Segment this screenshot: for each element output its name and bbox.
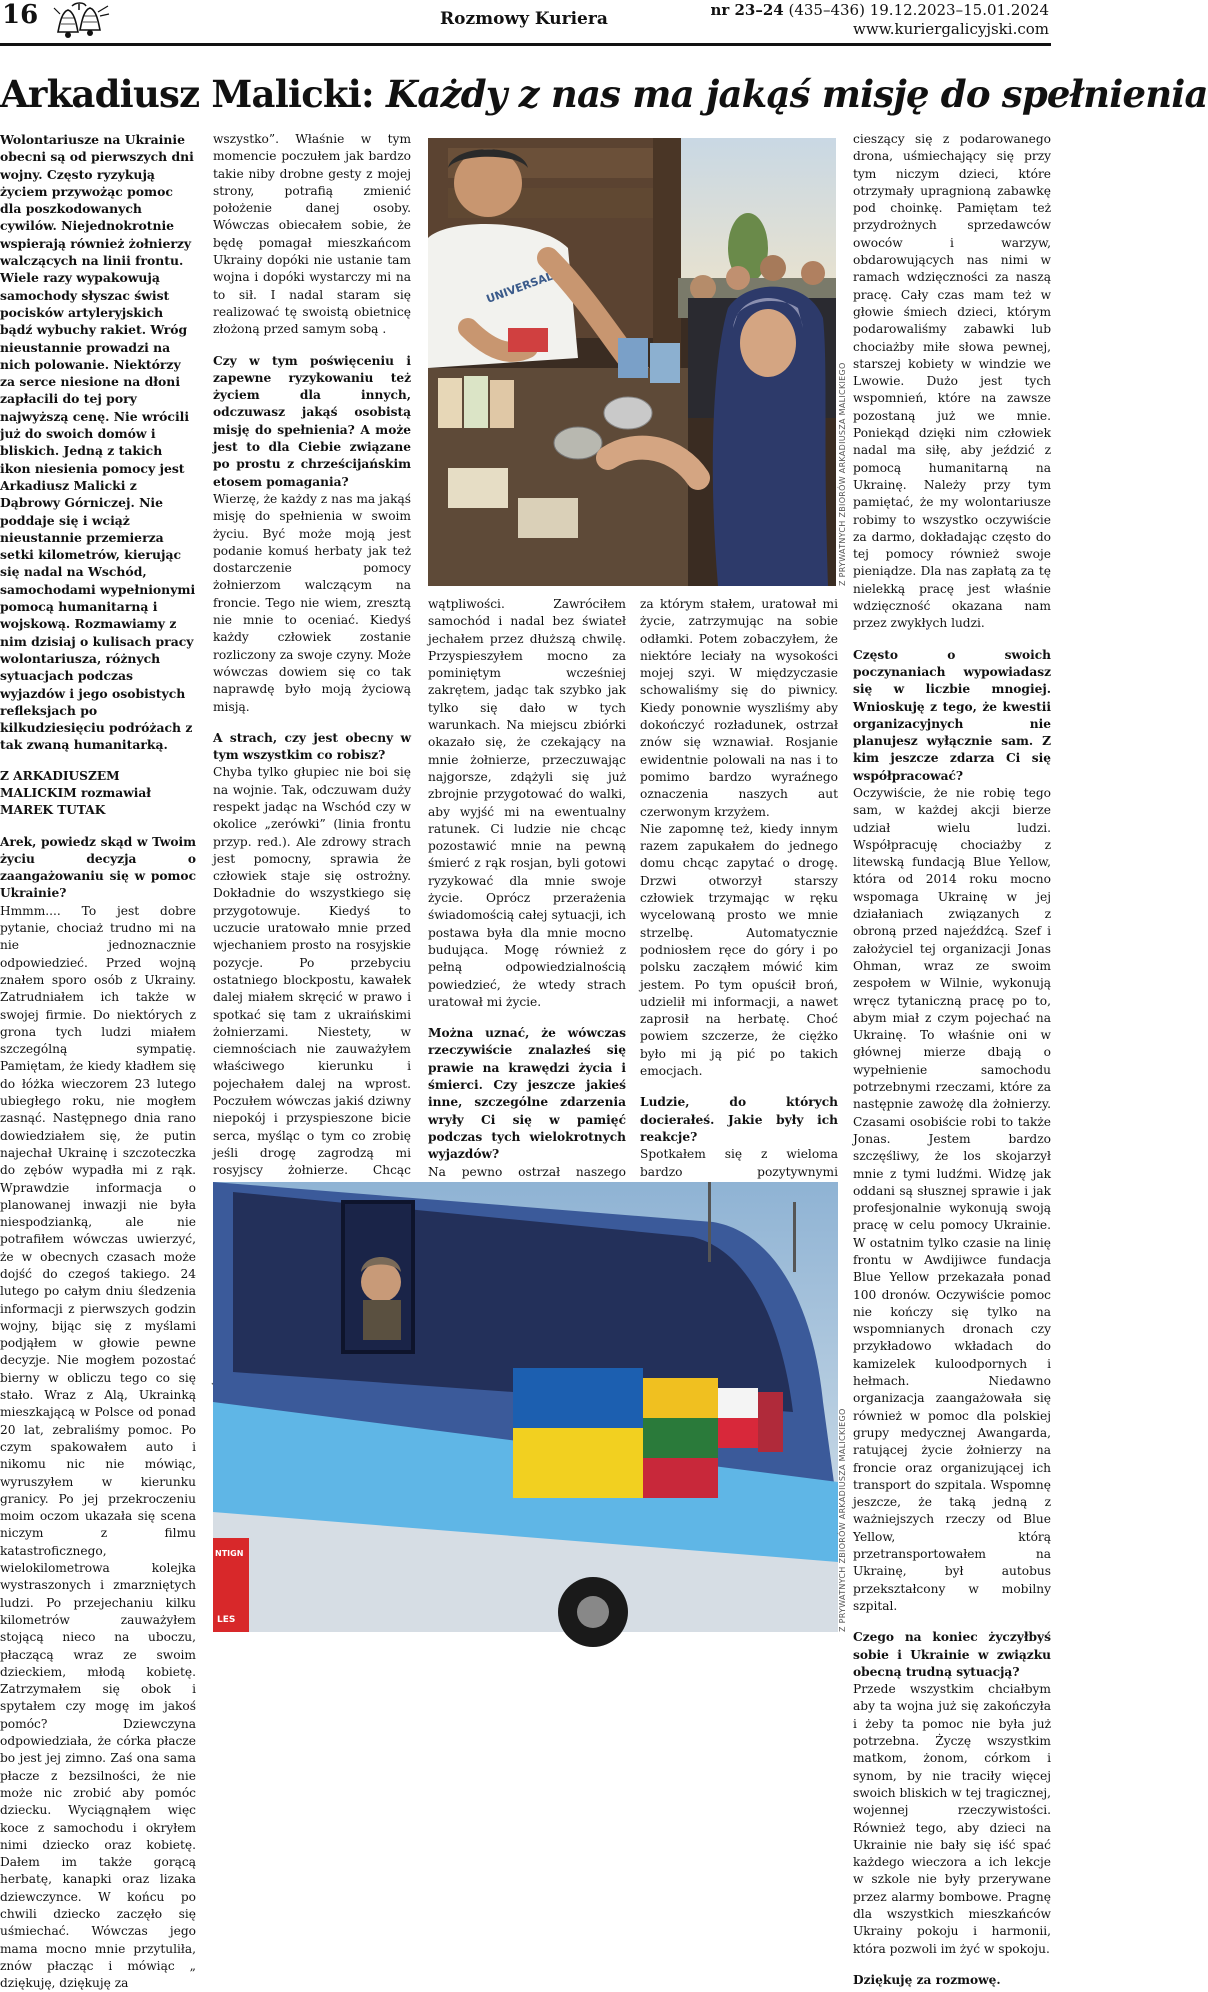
article-column-3 [428,596,626,1182]
headline-quote: Każdy z nas ma jakąś misję do spełnienia [373,72,1208,116]
article-column-1 [0,131,196,1991]
closing-thanks: Dziękuję za rozmowę. [853,1972,1001,1987]
photo-mobile-hospital-bus [213,1182,838,1632]
answer-4-part-2: Nie zapomnę też, kiedy innym razem zapukałem do jednego domu chcąc zapytać o drogę. Drzwi otworzył starszy człowiek trzymając w ręku wycelowaną prosto we mnie strzelbę. Automatycznie podniosłem ręce do góry i po polsku zacząłem mówić kim jestem. Po tym opuścił broń, udzielił mi informacji, a nawet zaprosił na herbatę. Choć powiem szczerze, że ciężko było mi ją pić po takich emocjach. [640,821,838,1079]
issue-info [710,1,1049,39]
answer-1: Hmmm.... To jest dobre pytanie, chociaż trudno mi na nie jednoznacznie odpowiedzieć. Przed wojną znałem sporo osób z Ukrainy. Zatrudniałem ich także w swojej firmie. Do niektórych z grona tych ludzi miałem szczególną sympatię. Pamiętam, że kiedy kładłem się do łóżka wieczorem 23 lutego ubiegłego roku, nie mogłem zasnąć. Następnego dnia rano dowiedziałem się, że putin najechał Ukrainę i szczoteczka do zębów wypadła mi z rąk. Wprawdzie informacja o planowanej inwazji nie była niespodzianką, ale nie potrafiłem wówczas uwierzyć, że w obecnych czasach może dojść do czegoś takiego. 24 lutego po całym dniu śledzenia informacji z pierwszych godzin wojny, bijąc się z myślami podjąłem w głowie pewne decyzje. Nie mogłem pozostać bierny w obliczu tego co się stało. Wraz z Alą, Ukrainką mieszkającą w Polsce od ponad 20 lat, zebraliśmy pomoc. Po czym spakowałem auto i nikomu nic nie mówiąc, wyruszyłem w kierunku granicy. Po jej przekroczeniu moim oczom ukazała się scena niczym z filmu katastroficznego, wielokilometrowa kolejka wystraszonych i zmarzniętych ludzi. Po przejechaniu kilku kilometrów zauważyłem stojącą nieco na uboczu, płaczącą wraz ze swoim dzieckiem, młodą kobietę. Zatrzymałem się obok i spytałem czy mogę im jakoś pomóc? Dziewczyna odpowiedziała, że córka płacze bo jest jej zimno. Zaś ona sama płacze z bezsilności, że nie może nic zrobić aby pomóc dziecku. Wyciągnąłem więc koce z samochodu i okryłem nimi dziecko oraz kobietę. Dałem im także gorącą herbatę, kanapki oraz lizaka dziewczynce. W końcu po chwili dziecko zaczęło się uśmiechać. Wówczas jego mama mocno mnie przytuliła, znów płacząc i mówiąc „ dziękuję, dziękuję za [0,903,196,1991]
issue-dates: (435–436) 19.12.2023–15.01.2024 [783,1,1049,19]
section-title: Rozmowy Kuriera [440,9,608,29]
photo-aid-distribution [428,138,836,586]
bus-sticker-text-2: LES [217,1615,236,1625]
article-column-4 [640,596,838,1182]
answer-5: Spotkałem się z wieloma bardzo pozytywnymi [640,1147,838,1179]
photo-credit-1: Z PRYWATNYCH ZBIORÓW ARKADIUSZA MALICKIEGO [838,362,847,586]
article-column-5 [853,131,1051,1987]
bus-sticker-text: NTIGN [215,1549,244,1558]
question-5: Ludzie, do których docierałeś. Jakie były ich reakcje? [640,1095,838,1144]
answer-4-continued: za którym stałem, uratował mi życie, zatrzymując na sobie odłamki. Potem zobaczyłem, że niektóre leciały na wysokości mojej szyi. W międzyczasie schowaliśmy się do piwnicy. Kiedy ponownie wyszliśmy aby dokończyć rozładunek, ostrzał znów się wznawiał. Rosjanie ewidentnie polowali na nas i to pomimo bardzo wyraźnego oznaczenia naszych aut czerwonym krzyżem. [640,597,838,819]
article-lead: Wolontariusze na Ukrainie obecni są od pierwszych dni wojny. Często ryzykują życiem przywożąc pomoc dla poszkodowanych cywilów. Niejednokrotnie wspierają również żołnierzy walczących na linii frontu. Wiele razy wypakowują samochody słyszac świst pocisków artyleryjskich bądź wybuchy rakiet. Wróg nieustannie prowadzi na nich polowanie. Niektórzy za serce niesione na dłoni zapłacili do tej pory najwyższą cenę. Nie wrócili już do swoich domów i bliskich. Jedną z takich ikon niesienia pomocy jest Arkadiusz Malicki z Dąbrowy Górniczej. Nie poddaje się i wciąż nieustannie przemierza setki kilometrów, kierując się nadal na Wschód, samochodami wypełnionymi pomocą humanitarną i wojskową. Rozmawiamy z nim dzisiaj o kulisach pracy wolontariusza, różnych sytuacjach podczas wyjazdów i jego osobistych refleksjach po kilkudziesięciu podróżach z tak zwaną humanitarką. [0,132,196,753]
shirt-print: UNIVERSAL [484,269,555,306]
headline-name: Arkadiusz Malicki: [0,72,374,116]
question-4: Można uznać, że wówczas rzeczywiście znalazłeś się prawie na krawędzi życia i śmierci. Czy jeszcze jakieś inne, szczególne zdarzenia wryły Ci się w pamięć podczas tych wielokrotnych wyjazdów? [428,1026,626,1162]
photo-credit-2: Z PRYWATNYCH ZBIORÓW ARKADIUSZA MALICKIEGO [838,1408,847,1632]
article-column-2 [213,131,411,1184]
question-7: Czego na koniec życzyłbyś sobie i Ukrainie w związku obecną trudną sytuacją? [853,1630,1051,1679]
answer-7: Przede wszystkim chciałbym aby ta wojna już się zakończyła i żeby ta pomoc nie była już potrzebna. Życzę wszystkim matkom, żonom, córkom i synom, by nie traciły więcej swoich bliskich w tej tragicznej, wojennej rzeczywistości. Również tego, aby dzieci na Ukrainie nie bały się iść spać każdego wieczora a ich lekcje w szkole nie były przerywane przez alarmy bombowe. Pragnę dla wszystkich mieszkańców Ukrainy pokoju i harmonii, która pozwoli im żyć w spokoju. [853,1682,1051,1956]
question-2: Czy w tym poświęceniu i zapewne ryzykowaniu też życiem dla innych, odczuwasz jakąś osobistą misję do spełnienia? A może jest to dla Ciebie związane po prostu z chrześcijańskim etosem pomagania? [213,353,411,489]
article-headline [0,72,1208,116]
page-header [0,0,1051,46]
answer-6: Oczywiście, że nie robię tego sam, w każdej akcji bierze udział wielu ludzi. Współpracuję chociażby z litewską fundacją Blue Yellow, która od 2014 roku mocno wspomaga Ukrainę w jej działaniach związanych z obroną przed najeźdźcą. Szef i założyciel tej organizacji Jonas Ohman, wraz ze swoim zespołem w Wilnie, wykonują wręcz tytaniczną pracę po to, abym miał z czym pojechać na Ukrainę. To właśnie oni w głównej mierze dbają o wypełnienie samochodu potrzebnymi rzeczami, które za następnie zawożę dla żołnierzy. Czasami osobiście robi to także Jonas. Jestem bardzo szczęśliwy, że los skojarzył mnie z tymi ludźmi. Widzę jak oddani są słusznej sprawie i jak profesjonalnie wykonują swoją pracę w celu pomocy Ukrainie. W ostatnim tylko czasie na linię frontu w Awdijiwce fundacja Blue Yellow przekazała ponad 100 dronów. Oczywiście pomoc nie kończy się tylko na wspomnianych dronach czy przykładowo wkładach do kamizelek kuloodpornych i hełmach. Niedawno organizacja zaangażowała się również w pomoc dla polskiej grupy medycznej Awangarda, ratującej życie żołnierzy na froncie oraz organizującej ich transport do szpitala. Wspomnę jeszcze, że taką jedną z ważniejszych rzeczy od Blue Yellow, którą przetransportowałem na Ukrainę, był autobus przekształcony w mobilny szpital. [853,785,1051,1613]
issue-number: nr 23–24 [710,1,784,19]
christmas-bells-icon [54,2,110,42]
answer-2: Wierzę, że każdy z nas ma jakąś misję do spełnienia w swoim życiu. Być może moją jest podanie komuś herbaty jak też dostarczenie pomocy żołnierzom walczącym na froncie. Tego nie wiem, zresztą nie mnie to oceniać. Kiedyś każdy człowiek zostanie rozliczony za swoje czyny. Może wówczas dowiem się co tak naprawdę było moją życiową misją. [213,491,411,714]
question-3: A strach, czy jest obecny w tym wszystkim co robisz? [213,730,411,763]
question-1: Arek, powiedz skąd w Twoim życiu decyzja o zaangażowaniu się w pomoc Ukrainie? [0,834,196,901]
answer-3-continued: wątpliwości. Zawróciłem samochód i nadal bez świateł jechałem przez dłuższą chwilę. Przyspieszyłem mocno za pominiętym wcześniej zakrętem, jadąc tak szybko jak tylko się dało w tych warunkach. Na miejscu zbiórki okazało się, że czekający na mnie żołnierze, przeczuwając najgorsze, zdążyli się już zbrojnie przygotować do walki, aby wyjść mi na ewentualny ratunek. Ci ludzie nie chcąc pozostawić mnie na pewną śmierć z rąk rosjan, byli gotowi ryzykować dla mnie swoje życie. Oprócz przerażenia świadomością całej sytuacji, ich postawa była dla mnie mocno budująca. Mogę również z pełną odpowiedzialnością powiedzieć, że wtedy strach uratował mi życie. [428,597,626,1009]
page-number: 16 [2,0,39,30]
article-byline: Z ARKADIUSZEM MALICKIM rozmawiał MAREK TUTAK [0,768,151,818]
answer-3: Chyba tylko głupiec nie boi się na wojnie. Tak, odczuwam duży respekt jadąc na Wschód czy w okolice „zerówki” (linia frontu przyp. red.). Ale zdrowy strach jest pomocny, sprawia że człowiek staje się ostrożny. Dokładnie do wszystkiego się przygotowuje. Kiedyś to uczucie uratowało mnie przed wjechaniem prosto na rosyjskie pozycje. Po przebyciu ostatniego blockpostu, kawałek dalej miałem skręcić w prawo i spotkać się tam z ukraińskimi żołnierzami. Niestety, w ciemnościach nie zauważyłem właściwego kierunku i pojechałem dalej na wprost. Poczułem wówczas jakiś dziwny niepokój i przyspieszone bicie serca, myśląc o tym co zrobię jeśli drogę zagrodzą mi rosyjscy żołnierze. Chcąc [213,765,411,1178]
question-6: Często o swoich poczynaniach wypowiadasz się w liczbie mnogiej. Wnioskuję z tego, że kwestii organizacyjnych nie planujesz wyłącznie sam. Z kim jeszcze zdarza Ci się współpracować? [853,647,1051,783]
website-link[interactable]: www.kuriergalicyjski.com [853,20,1049,38]
answer-1-continued: wszystko”. Właśnie w tym momencie poczułem jak bardzo takie niby drobne gesty z mojej strony, potrafią zmienić położenie danej osoby. Wówczas obiecałem sobie, że będę pomagał mieszkańcom Ukrainy dopóki nie ustanie tam wojna i dopóki wystarczy mi na to sił. I nadal staram się realizować tę swoistą obietnicę złożoną przed samym sobą . [213,132,411,337]
answer-5-continued: cieszący się z podarowanego drona, uśmiechający się przy tym niczym dzieci, które otrzymały upragnioną zabawkę pod choinkę. Pamiętam też przydrożnych sprzedawców owoców i warzyw, obdarowujących nas nimi w ramach wdzięczności za naszą pracę. Cały czas mam też w głowie śmiech dzieci, którym podarowaliśmy zabawki lub chociażby miłe słowa pewnej, starszej kobiety w windzie we Lwowie. Dużo jest tych wspomnień, które na zawsze pozostaną już we mnie. Poniekąd dzięki nim człowiek nadal ma siłę, aby jeździć z pomocą humanitarną na Ukrainę. Należy przy tym pamiętać, że my wolontariusze robimy to wszystko oczywiście za darmo, dokładając często do tej pomocy również swoje pieniądze. Dla nas zapłatą za tę nielekką pracę jest właśnie wdzięczność okazana nam przez zwykłych ludzi. [853,132,1051,631]
answer-4: Na pewno ostrzał naszego [428,1164,626,1179]
